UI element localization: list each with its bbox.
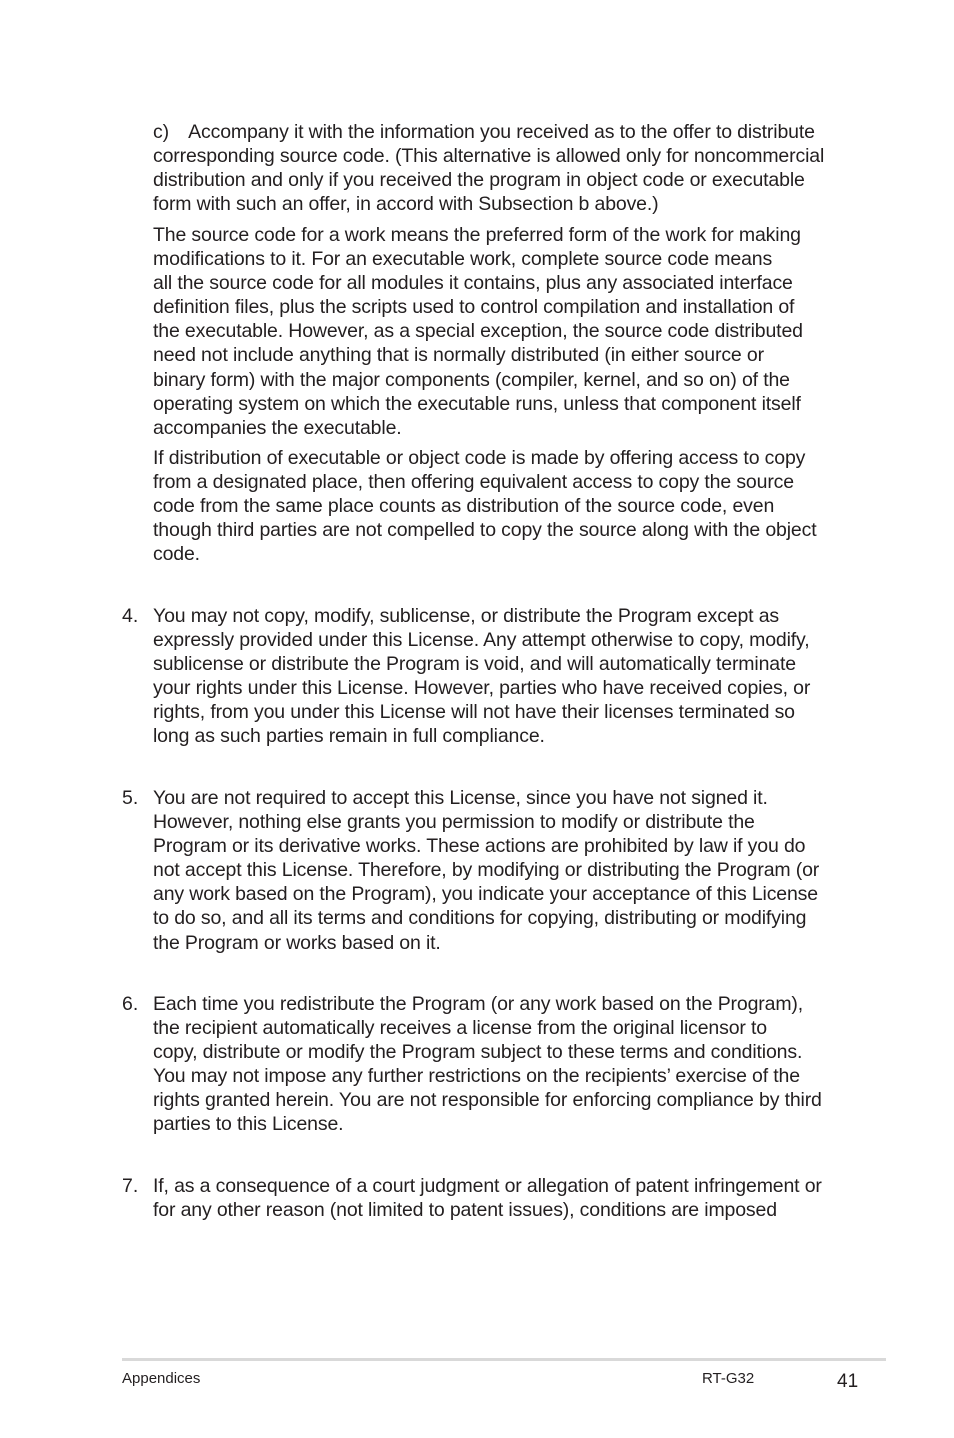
list-item-text: You may not copy, modify, sublicense, or distribute the Program except as expressly provided under this License. Any attempt otherwise to copy, modify, sublicense or distribute the Program is void, and will automatically terminate your rights under this License. However, parties who have received copies, or rights, from you under this License will not have their licenses terminated so long as such parties remain in full compliance.	[153, 605, 811, 748]
list-item-text: Each time you redistribute the Program (or any work based on the Program), the recipient automatically receives a license from the original licensor to copy, distribute or modify the Program subject to these terms and conditions. You may not impose any further restrictions on the recipients’ exercise of the rights granted herein. You are not responsible for enforcing compliance by third parties to this License.	[153, 993, 822, 1136]
paragraph-distribution-access: If distribution of executable or object code is made by offering access to copy from a designated place, then offering equivalent access to copy the source code from the same place counts as distribution of the source code, even though third parties are not compelled to copy the source along with the object code.	[153, 447, 817, 566]
list-item-number: 7.	[122, 1175, 139, 1197]
footer-section-label: Appendices	[122, 1370, 201, 1387]
footer-divider	[122, 1358, 886, 1361]
list-item-text: You are not required to accept this License, since you have not signed it. However, nothing else grants you permission to modify or distribute the Program or its derivative works. These actions are prohibited by law if you do not accept this License. Therefore, by modifying or distributing the Program (or any work based on the Program), you indicate your acceptance of this License to do so, and all its terms and conditions for copying, distributing or modifying the Program or works based on it.	[153, 787, 820, 954]
list-item-text: If, as a consequence of a court judgment or allegation of patent infringement or for any other reason (not limited to patent issues), conditions are imposed	[153, 1175, 822, 1222]
paragraph-subsection-c: c) Accompany it with the information you received as to the offer to distribute corresponding source code. (This alternative is allowed only for noncommercial distribution and only if you received the program in object code or executable form with such an offer, in accord with Subsection b above.)	[153, 121, 825, 216]
list-item-number: 6.	[122, 993, 139, 1015]
list-item-number: 5.	[122, 787, 139, 809]
footer-model-name: RT-G32	[702, 1370, 755, 1387]
list-item-number: 4.	[122, 605, 139, 627]
page-number: 41	[837, 1371, 859, 1392]
paragraph-source-code-definition: The source code for a work means the preferred form of the work for making modifications to it. For an executable work, complete source code means all the source code for all modules it contains, plus any associated interface definition files, plus the scripts used to control compilation and installation of the executable. However, as a special exception, the source code distributed need not include anything that is normally distributed (in either source or binary form) with the major components (compiler, kernel, and so on) of the operating system on which the executable runs, unless that component itself accompanies the executable.	[153, 224, 803, 439]
